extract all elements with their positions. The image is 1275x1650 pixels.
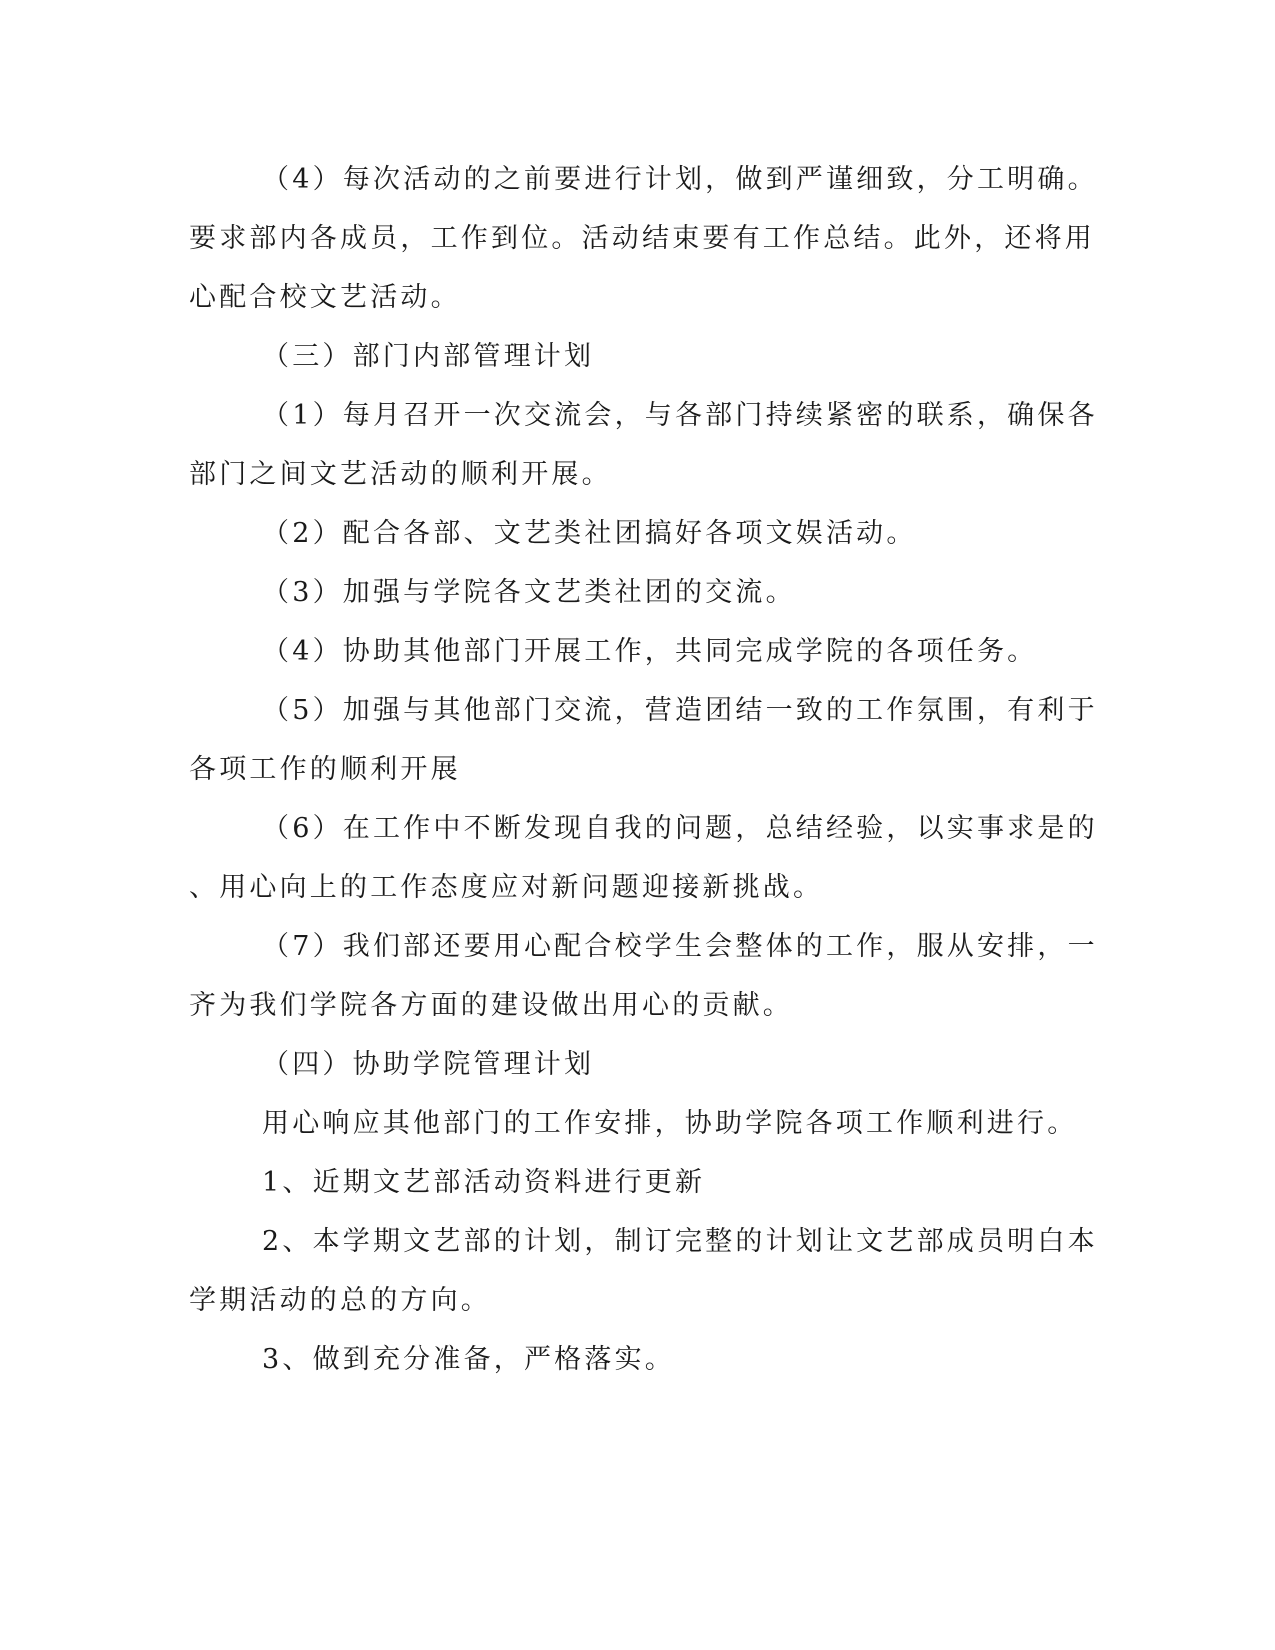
paragraph-line: （5）加强与其他部门交流，营造团结一致的工作氛围，有利于: [262, 695, 1098, 726]
paragraph-line: 用心响应其他部门的工作安排，协助学院各项工作顺利进行。: [262, 1108, 1078, 1139]
paragraph-line: （6）在工作中不断发现自我的问题，总结经验，以实事求是的: [262, 813, 1098, 844]
list-item: 2、本学期文艺部的计划，制订完整的计划让文艺部成员明白本: [262, 1226, 1098, 1257]
paragraph-line: 齐为我们学院各方面的建设做出用心的贡献。: [189, 990, 793, 1021]
list-item: 1、近期文艺部活动资料进行更新: [262, 1167, 706, 1198]
paragraph-line: 部门之间文艺活动的顺利开展。: [189, 459, 612, 490]
paragraph-line: （3）加强与学院各文艺类社团的交流。: [262, 577, 796, 608]
paragraph-line: 学期活动的总的方向。: [189, 1285, 491, 1316]
list-item: 3、做到充分准备，严格落实。: [262, 1344, 675, 1375]
paragraph-line: 要求部内各成员，工作到位。活动结束要有工作总结。此外，还将用: [189, 223, 1095, 254]
paragraph-line: （4）协助其他部门开展工作，共同完成学院的各项任务。: [262, 636, 1038, 667]
paragraph-line: （7）我们部还要用心配合校学生会整体的工作，服从安排，一: [262, 931, 1098, 962]
paragraph-line: 各项工作的顺利开展: [189, 754, 461, 785]
section-heading: （四）协助学院管理计划: [262, 1049, 595, 1080]
paragraph-line: 心配合校文艺活动。: [189, 282, 461, 313]
paragraph-line: （2）配合各部、文艺类社团搞好各项文娱活动。: [262, 518, 917, 549]
section-heading: （三）部门内部管理计划: [262, 341, 595, 372]
paragraph-line: 、用心向上的工作态度应对新问题迎接新挑战。: [189, 872, 824, 903]
paragraph-line: （1）每月召开一次交流会，与各部门持续紧密的联系，确保各: [262, 400, 1098, 431]
paragraph-line: （4）每次活动的之前要进行计划，做到严谨细致，分工明确。: [262, 164, 1098, 195]
